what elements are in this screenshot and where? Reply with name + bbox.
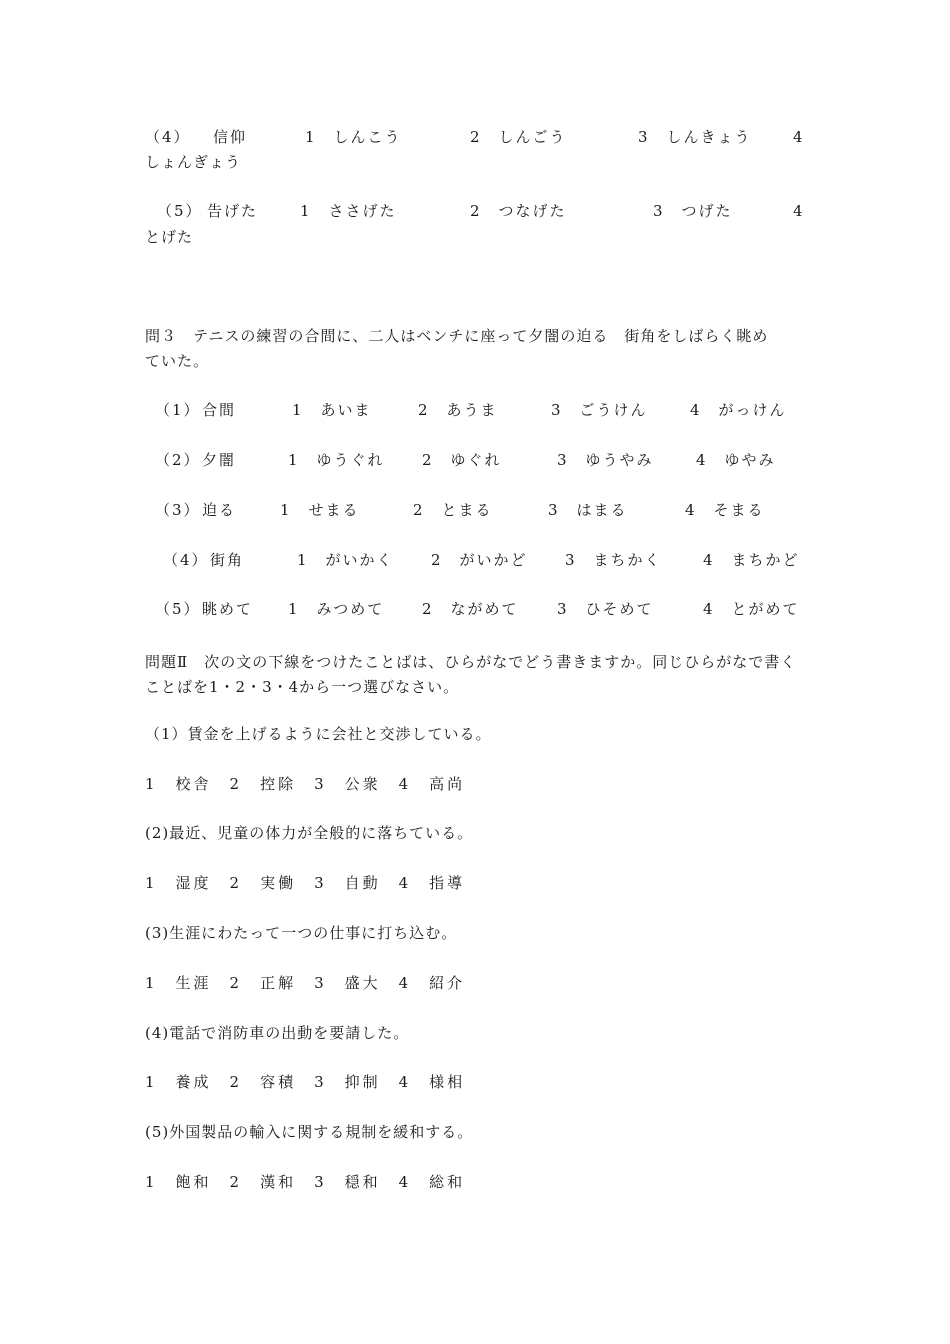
item-word: 街角 — [210, 551, 245, 569]
choice-1: 1 せまる — [280, 501, 360, 519]
choice-3: 3 しんきょう — [638, 128, 752, 146]
item-number: （1） — [155, 401, 201, 419]
item-number: （2） — [155, 451, 201, 469]
choice-4: 4 — [793, 128, 805, 146]
choice-2: 2 あうま — [418, 401, 498, 419]
q2-sentence-2: (2)最近、児童の体力が全般的に落ちている。 — [145, 824, 474, 842]
choice-4: 4 そまる — [685, 501, 765, 519]
item-number: （3） — [155, 501, 201, 519]
wrapped-choice-4: しょんぎょう — [145, 153, 242, 171]
q2-sentence-4: (4)電話で消防車の出動を要請した。 — [145, 1024, 410, 1042]
q2-choices-3: 1 生涯 2 正解 3 盛大 4 紹介 — [145, 974, 466, 992]
item-word: 告げた — [207, 202, 259, 220]
choice-4: 4 がっけん — [690, 401, 787, 419]
q2-sentence-3: (3)生涯にわたって一つの仕事に打ち込む。 — [145, 924, 458, 942]
choice-2: 2 つなげた — [470, 202, 567, 220]
q2-choices-2: 1 湿度 2 実働 3 自動 4 指導 — [145, 874, 466, 892]
q2-choices-4: 1 養成 2 容積 3 抑制 4 様相 — [145, 1073, 466, 1091]
choice-2: 2 ながめて — [422, 600, 519, 618]
choice-3: 3 ひそめて — [557, 600, 654, 618]
choice-2: 2 とまる — [413, 501, 493, 519]
choice-1: 1 ささげた — [300, 202, 397, 220]
choice-1: 1 がいかく — [297, 551, 394, 569]
item-word: 夕闇 — [202, 451, 237, 469]
item-number: （5） — [157, 202, 203, 220]
choice-4: 4 とがめて — [703, 600, 800, 618]
choice-1: 1 しんこう — [305, 128, 402, 146]
q3-sentence-line1: 問３ テニスの練習の合間に、二人はベンチに座って夕闇の迫る 街角をしばらく眺め — [145, 327, 769, 345]
wrapped-choice-4: とげた — [145, 228, 194, 246]
item-word: 合間 — [202, 401, 237, 419]
choice-3: 3 はまる — [548, 501, 628, 519]
choice-3: 3 ゆうやみ — [557, 451, 654, 469]
choice-1: 1 ゆうぐれ — [288, 451, 385, 469]
item-number: （4） — [145, 128, 191, 146]
item-word: 信仰 — [213, 128, 248, 146]
choice-3: 3 つげた — [653, 202, 733, 220]
item-number: （5） — [155, 600, 201, 618]
q2-choices-1: 1 校舎 2 控除 3 公衆 4 高尚 — [145, 775, 466, 793]
choice-1: 1 みつめて — [288, 600, 385, 618]
choice-2: 2 ゆぐれ — [422, 451, 502, 469]
q2-choices-5: 1 飽和 2 漢和 3 穏和 4 総和 — [145, 1173, 466, 1191]
q3-sentence-line2: ていた。 — [145, 352, 210, 370]
choice-3: 3 ごうけん — [551, 401, 648, 419]
choice-1: 1 あいま — [292, 401, 372, 419]
problem-2-instruction: 問題Ⅱ 次の文の下線をつけたことばは、ひらがなでどう書きますか。同じひらがなで書くことばを1・2・3・4から一つ選びなさい。 — [145, 653, 797, 696]
item-number: （4） — [163, 551, 209, 569]
choice-2: 2 しんごう — [470, 128, 567, 146]
q2-sentence-1: （1）賃金を上げるように会社と交渉している。 — [145, 725, 492, 743]
choice-4: 4 — [793, 202, 805, 220]
choice-2: 2 がいかど — [431, 551, 528, 569]
item-word: 迫る — [202, 501, 237, 519]
choice-4: 4 まちかど — [703, 551, 800, 569]
choice-4: 4 ゆやみ — [696, 451, 776, 469]
item-word: 眺めて — [202, 600, 254, 618]
choice-3: 3 まちかく — [565, 551, 662, 569]
q2-sentence-5: (5)外国製品の輸入に関する規制を緩和する。 — [145, 1123, 474, 1141]
